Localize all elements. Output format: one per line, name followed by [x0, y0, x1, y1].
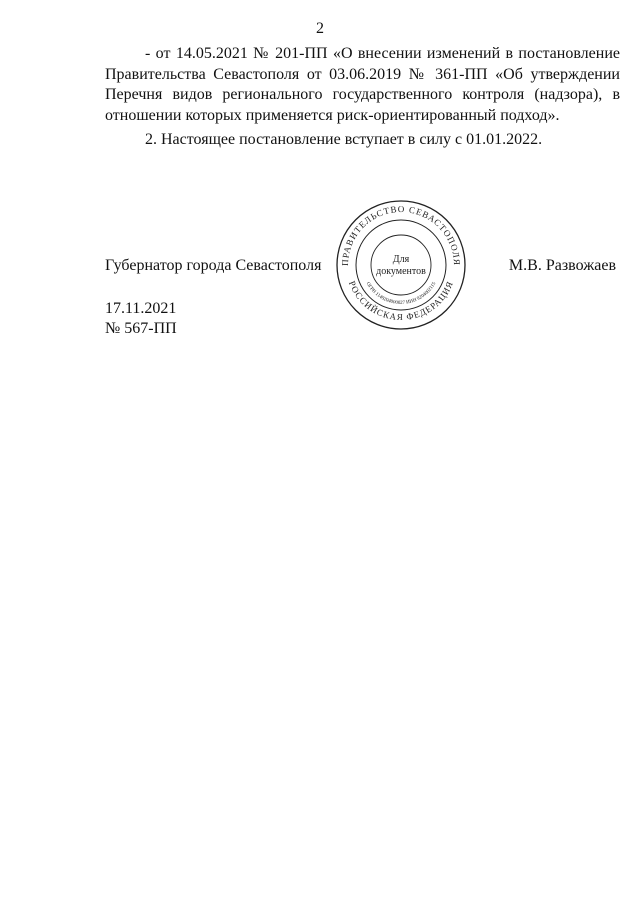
- signatory-name: М.В. Развожаев: [508, 257, 616, 274]
- paragraph-effective-date: 2. Настоящее постановление вступает в силу с 01.01.2022.: [145, 131, 543, 148]
- seal-icon: [334, 198, 468, 332]
- document-date: 17.11.2021: [105, 300, 177, 317]
- paragraph-amendment: - от 14.05.2021 № 201-ПП «О внесении изменений в постановление Правительства Севастополя от 03.06.2019 № 361-ПП «Об утверждении Перечня видов регионального государственного контроля (надзора), в отношении которых применяется риск-ориентированный подход».: [105, 45, 620, 124]
- seal-outer-bottom-text: РОССИЙСКАЯ ФЕДЕРАЦИЯ: [346, 279, 456, 323]
- seal-center-line1: Для: [392, 254, 410, 265]
- page-number: 2: [316, 20, 324, 37]
- signatory-title: Губернатор города Севастополя: [105, 257, 322, 274]
- seal-outer-top-text: ПРАВИТЕЛЬСТВО СЕВАСТОПОЛЯ: [339, 203, 463, 267]
- seal-center-line2: документов: [376, 266, 426, 277]
- body-text: [105, 44, 620, 151]
- official-seal: [334, 198, 468, 332]
- document-number: № 567-ПП: [105, 320, 177, 337]
- seal-inner-text: ОГРН 1149204000027 ИНН 9204002115: [364, 281, 438, 307]
